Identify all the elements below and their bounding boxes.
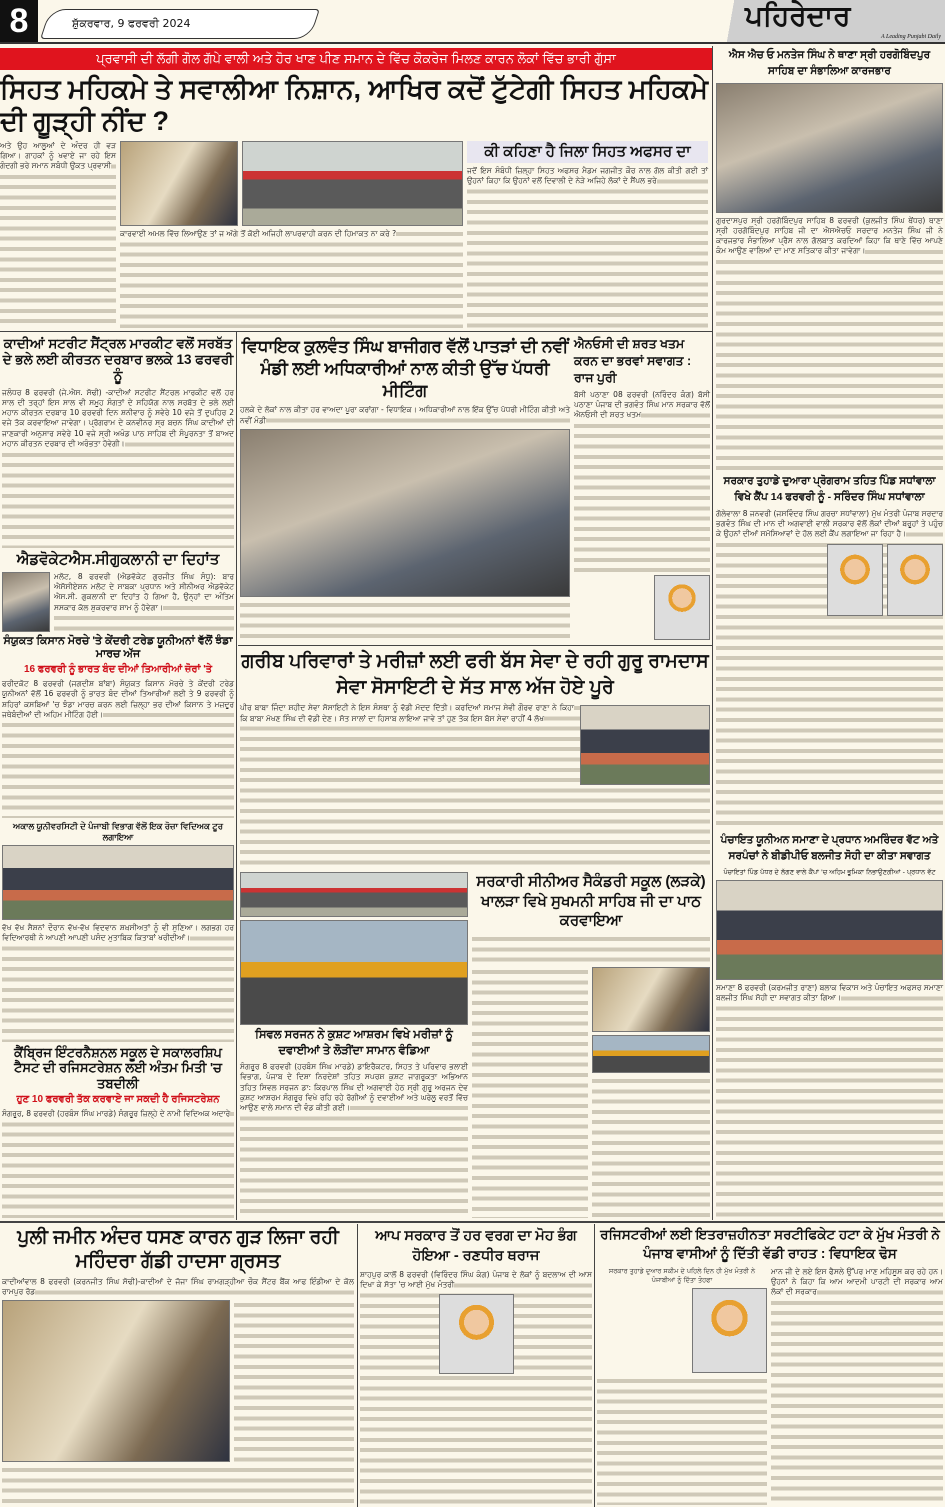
registry-columns bbox=[597, 1267, 943, 1505]
lead-tail: ਕਾਰਵਾਈ ਅਮਲ ਵਿੱਚ ਲਿਆਉਣ ਤਾਂ ਜ ਅੱਗੇ ਤੋਂ ਕੋਈ ਅਜਿਹੀ ਲਾਪਰਵਾਹੀ ਕਰਨ ਦੀ ਹਿਮਾਕਤ ਨਾ ਕਰੇ ? bbox=[120, 228, 397, 238]
akal-body: ਵੱਖ ਵੱਖ ਸੈਸ਼ਨਾਂ ਦੌਰਾਨ ਵੱਖ-ਵੱਖ ਵਿਦਵਾਨ ਸ਼ਖ਼ਸੀਅਤਾਂ ਨੂੰ ਵੀ ਸੁਣਿਆ। ਲਗਭਗ ਹਰ ਵਿਦਿਆਰਥੀ ਨੇ ਆਪਣੀ ਆਪਣੀ ਪਸੰਦ ਮੁਤਾਬਿਕ ਕਿਤਾਬਾਂ ਖਰੀਦੀਆਂ। bbox=[2, 923, 234, 1042]
masthead bbox=[0, 0, 945, 44]
civil-surgeon-body: ਸੰਗਰੂਰ 8 ਫਰਵਰੀ (ਹਰਬੰਸ ਸਿੰਘ ਮਾਰਡੇ) ਡਾਇਰੈਕਟਰ, ਸਿਹਤ ਤੇ ਪਰਿਵਾਰ ਭਲਾਈ ਵਿਭਾਗ, ਪੰਜਾਬ ਦੇ ਦਿਸ਼ਾ ਨਿਰਦੇਸ਼ਾਂ ਤਹਿਤ ਸਪਰਸ਼ ਕੁਸ਼ਟ ਜਾਗਰੂਕਤਾ ਅਭਿਆਨ ਤਹਿਤ ਸਿਵਲ ਸਰਜਨ ਡਾ: ਕਿਰਪਾਲ ਸਿੰਘ ਦੀ ਅਗਵਾਈ ਹੇਠ ਸ੍ਰੀ ਗੁਰੂ ਅਰਜਨ ਦੇਵ ਕੁਸ਼ਟ ਆਸ਼ਰਮ ਸੰਗਰੂਰ ਵਿਖੇ ਰਹਿ ਰਹੇ ਰੋਗੀਆਂ ਨੂੰ ਦਵਾਈਆਂ ਅਤੇ ਘਰੇਲੂ ਵਰਤੋਂ ਵਿੱਚ ਆਉਣ ਵਾਲੇ ਸਮਾਨ ਦੀ ਵੰਡ ਕੀਤੀ ਗਈ। bbox=[240, 1062, 468, 1218]
lead-middle bbox=[120, 141, 463, 328]
divider bbox=[0, 1221, 945, 1223]
lead-photos bbox=[120, 141, 463, 226]
sho-body: ਗੁਰਦਾਸਪੁਰ ਸ੍ਰੀ ਹਰਗੋਬਿੰਦਪੁਰ ਸਾਹਿਬ 8 ਫਰਵਰੀ (ਕੁਲਜੀਤ ਸਿੰਘ ਥੇਂਧਰ) ਥਾਣਾ ਸ੍ਰੀ ਹਰਗੋਬਿੰਦਪੁਰ ਸਾਹਿਬ ਜੀ ਦਾ ਐਸਐਚਓ ਸਰਦਾਰ ਮਨਤੇਜ ਸਿੰਘ ਜੀ ਨੇ ਕਾਰਜਭਾਰ ਸੰਭਾਲਿਆ ਪ੍ਰੈਸ ਨਾਲ ਗੱਲਬਾਤ ਕਰਦਿਆਂ ਕਿਹਾ ਕਿ ਥਾਣੇ ਵਿੱਚ ਆਪਣੇ ਕੰਮ ਆਉਣ ਵਾਲਿਆਂ ਦਾ ਮਾਣ ਸਤਿਕਾਰ ਕੀਤਾ ਜਾਵੇਗਾ। bbox=[716, 216, 943, 472]
panchayat-photo bbox=[716, 880, 943, 980]
red-banner-headline: ਪ੍ਰਵਾਸੀ ਦੀ ਲੱਗੀ ਗੋਲ ਗੱਪੇ ਵਾਲੀ ਅਤੇ ਹੋਰ ਖਾਣ ਪੀਣ ਸਮਾਨ ਦੇ ਵਿੱਚ ਕੋਕਰੇਜ ਮਿਲਣ ਕਾਰਨ ਲੋਕਾਂ ਵਿੱਚ ਭਾਰੀ ਗੁੱਸਾ bbox=[0, 48, 712, 70]
aap-sarkar-headline: ਆਪ ਸਰਕਾਰ ਤੋਂ ਹਰ ਵਰਗ ਦਾ ਮੋਹ ਭੰਗ ਹੋਇਆ - ਰਣਧੀਰ ਥਰਾਜ bbox=[375, 1228, 577, 1265]
panchayat-headline: ਪੰਚਾਇਤ ਯੂਨੀਅਨ ਸਮਾਣਾ ਦੇ ਪ੍ਰਧਾਨ ਅਮਰਿੰਦਰ ਵੱਟ ਅਤੇ ਸਰਪੰਚਾਂ ਨੇ ਬੀਡੀਪੀਓ ਬਲਜੀਤ ਸੋਹੀ ਦਾ ਕੀਤਾ ਸਵਾਗਤ bbox=[720, 834, 939, 863]
page-number: 8 bbox=[0, 0, 38, 42]
raj-puri-portrait bbox=[654, 575, 710, 640]
sukhmani-body bbox=[472, 934, 710, 964]
advocate-obituary-headline: ਐਡਵੋਕੇਟਐਸ.ਸੀਗੁਕਲਾਨੀ ਦਾ ਦਿਹਾਂਤ bbox=[16, 550, 220, 568]
free-bus-seva-article bbox=[240, 649, 710, 867]
puli-body-2 bbox=[2, 1465, 354, 1505]
divider bbox=[0, 331, 712, 332]
vidhayak-body-top: ਹਲਕੇ ਦੇ ਲੋਕਾਂ ਨਾਲ ਕੀਤਾ ਹਰ ਵਾਅਦਾ ਪੂਰਾ ਕਰਾਂਗਾ - ਵਿਧਾਇਕ। ਅਧਿਕਾਰੀਆਂ ਨਾਲ ਇੱਕ ਉੱਚ ਪੱਧਰੀ ਮੀਟਿੰਗ ਕੀਤੀ ਅਤੇ ਨਵੀਂ ਮੰਡੀ bbox=[240, 405, 570, 425]
kisan-headline: ਸੰਯੁਕਤ ਕਿਸਾਨ ਮੋਰਚੇ 'ਤੇ ਕੇਂਦਰੀ ਟਰੇਡ ਯੂਨੀਅਨਾਂ ਵੱਲੋਂ ਝੰਡਾ ਮਾਰਚ ਅੱਜ bbox=[3, 634, 233, 660]
free-bus-seva-headline: ਗਰੀਬ ਪਰਿਵਾਰਾਂ ਤੇ ਮਰੀਜ਼ਾਂ ਲਈ ਫਰੀ ਬੱਸ ਸੇਵਾ ਦੇ ਰਹੀ ਗੁਰੂ ਰਾਮਦਾਸ ਸੇਵਾ ਸੋਸਾਇਟੀ ਦੇ ਸੱਤ ਸਾਲ ਅੱਜ ਹੋਏ ਪੂਰੇ bbox=[241, 651, 709, 698]
bus-seva-photo bbox=[240, 872, 468, 917]
registry-article bbox=[597, 1226, 943, 1505]
seva-society-photo bbox=[580, 705, 710, 785]
portrait-2 bbox=[887, 544, 943, 616]
puli-lower bbox=[2, 1300, 354, 1462]
sukhmani-lower bbox=[472, 967, 710, 1219]
sho-photo bbox=[716, 83, 943, 213]
sukhmani-sahib-headline: ਸਰਕਾਰੀ ਸੀਨੀਅਰ ਸੈਕੰਡਰੀ ਸਕੂਲ (ਲੜਕੇ) ਖਾਲੜਾ ਵਿਖੇ ਸੁਖਮਨੀ ਸਾਹਿਬ ਜੀ ਦਾ ਪਾਠ ਕਰਵਾਇਆ bbox=[476, 873, 706, 929]
divider bbox=[238, 645, 712, 646]
registry-col1 bbox=[597, 1267, 767, 1505]
right-column bbox=[716, 48, 943, 1218]
civil-surgeon-headline: ਸਿਵਲ ਸਰਜਨ ਨੇ ਕੁਸ਼ਟ ਆਸ਼ਰਮ ਵਿਖੇ ਮਰੀਜ਼ਾਂ ਨੂੰ ਦਵਾਈਆਂ ਤੇ ਲੋੜੀਂਦਾ ਸਾਮਾਨ ਵੰਡਿਆ bbox=[255, 1029, 453, 1057]
kirtan-headline: ਕਾਦੀਆਂ ਸਟਰੀਟ ਸੈਂਟ੍ਰਲ ਮਾਰਕੀਟ ਵਲੋਂ ਸਰਬੱਤ ਦੇ ਭਲੇ ਲਈ ਕੀਰਤਨ ਦਰਬਾਰ ਭਲਕੇ 13 ਫਰਵਰੀ ਨੂੰ bbox=[2, 336, 234, 384]
camp-headline: ਸਰਕਾਰ ਤੁਹਾਡੇ ਦੁਆਰਾ ਪ੍ਰੋਗਰਾਮ ਤਹਿਤ ਪਿੰਡ ਸਧਾਂਵਾਲਾ ਵਿਖੇ ਕੈਂਪ 14 ਫਰਵਰੀ ਨੂੰ - ਸਰਿੰਦਰ ਸਿੰਘ ਸਧਾਂਵਾਲਾ bbox=[723, 475, 936, 504]
lead-section bbox=[0, 48, 712, 328]
registry-headline: ਰਜਿਸਟਰੀਆਂ ਲਈ ਇਤਰਾਜ਼ਹੀਨਤਾ ਸਰਟੀਫਿਕੇਟ ਹਟਾ ਕੇ ਮੁੱਖ ਮੰਤਰੀ ਨੇ ਪੰਜਾਬ ਵਾਸੀਆਂ ਨੂੰ ਦਿੱਤੀ ਵੱਡੀ ਰਾਹਤ : ਵਿਧਾਇਕ ਢੋਸ bbox=[600, 1227, 940, 1261]
column-divider bbox=[357, 1224, 358, 1507]
puli-body: ਕਾਦੀਆਂਵਾਲ 8 ਫਰਵਰੀ (ਕਰਨਜੀਤ ਸਿੰਘ ਸੋਢੀ)-ਕਾਦੀਆਂ ਦੇ ਜੱਜਾ ਸਿੰਘ ਰਾਮਗੜ੍ਹੀਆ ਚੌਕ ਸੈਂਟਰ ਬੈਂਕ ਆਫ ਇੰਡੀਆ ਦੇ ਕੋਲ ਰਾਮਪੁਰ ਰੋਡ bbox=[2, 1276, 354, 1296]
health-officer-box bbox=[467, 141, 708, 328]
puli-article bbox=[2, 1226, 354, 1505]
panchayat-subheadline: ਪੰਚਾਇਤਾਂ ਪਿੰਡ ਪੱਧਰ ਦੇ ਲੱਗਣ ਵਾਲੇ ਕੈਂਪਾਂ 'ਚ ਅਹਿਮ ਭੂਮਿਕਾ ਨਿਭਾਉਣਗੀਆਂ - ਪ੍ਰਧਾਨ ਵੱਟ bbox=[723, 867, 936, 876]
lead-body: ਅਤੇ ਉਹ ਆਲੂਆਂ ਦੇ ਅੰਦਰ ਹੀ ਵੜ ਗਿਆ। ਗਾਹਕਾਂ ਨੂੰ ਖਵਾਏ ਜਾ ਰਹੇ ਇਸ ਗੰਦਗੀ ਭਰੇ ਸਮਾਨ ਸਬੰਧੀ ਉਕਤ ਪ੍ਰਵਾਸੀ bbox=[0, 140, 116, 171]
column-divider bbox=[712, 46, 713, 1220]
kisan-body: ਫਰੀਦਕੋਟ 8 ਫਰਵਰੀ (ਜਗਦੀਸ਼ ਬਾਂਬਾ) ਸੰਯੁਕਤ ਕਿਸਾਨ ਮੋਰਚੇ ਤੇ ਕੇਂਦਰੀ ਟਰੇਡ ਯੂਨੀਅਨਾਂ ਵੱਲੋਂ 16 ਫਰਵਰੀ ਨੂੰ ਭਾਰਤ ਬੰਦ ਦੀਆਂ ਤਿਆਰੀਆਂ ਲਈ ਤੇ 9 ਫਰਵਰੀ ਨੂੰ ਸ਼ਹਿਰਾਂ ਕਸਬਿਆਂ 'ਚ ਝੰਡਾ ਮਾਰਚ ਕਰਨ ਲਈ ਜ਼ਿਲ੍ਹਾ ਭਰ ਦੀਆਂ ਕਿਸਾਨ ਤੇ ਮਜ਼ਦੂਰ ਜਥੇਬੰਦੀਆਂ ਦੀ ਅਹਿਮ ਮੀਟਿੰਗ ਹੋਈ। bbox=[2, 679, 234, 818]
kirtan-body: ਜਲੰਧਰ 8 ਫਰਵਰੀ (ਜੇ.ਐਸ. ਸੋਢੀ) -ਕਾਦੀਆਂ ਸਟਰੀਟ ਸੈਂਟਰਲ ਮਾਰਕੀਟ ਵਲੋਂ ਹਰ ਸਾਲ ਦੀ ਤਰ੍ਹਾਂ ਇਸ ਸਾਲ ਵੀ ਸਮੂਹ ਸੰਗਤਾਂ ਦੇ ਸਹਿਯੋਗ ਨਾਲ ਸਰਬੱਤ ਦੇ ਭਲੇ ਲਈ ਮਹਾਨ ਕੀਰਤਨ ਦਰਬਾਰ 10 ਫਰਵਰੀ ਦਿਨ ਸ਼ਨੀਵਾਰ ਨੂੰ ਸਵੇਰੇ 10 ਵਜੇ ਤੋਂ ਦੁਪਹਿਰ 2 ਵਜੇ ਤੱਕ ਕਰਵਾਇਆ ਜਾਵੇਗਾ। ਪ੍ਰੋਗਰਾਮ ਦੇ ਕਨਵੀਨਰ ਸ੍ਰ ਬਚਨ ਸਿੰਘ ਕਾਦੀਆਂ ਦੀ ਜਾਣਕਾਰੀ ਅਨੁਸਾਰ ਸਵੇਰੇ 10 ਵਜੇ ਸ੍ਰੀ ਅਖੰਡ ਪਾਠ ਸਾਹਿਬ ਦੀ ਸੰਪੂਰਨਤਾ ਤੋਂ ਬਾਅਦ ਮਹਾਨ ਕੀਰਤਨ ਦਰਬਾਰ ਦੀ ਅਰੰਭਤਾ ਹੋਵੇਗੀ। bbox=[2, 388, 234, 548]
accident-vehicle-photo bbox=[2, 1300, 230, 1462]
sukhmani-column bbox=[472, 872, 710, 1218]
registry-subheadline: ਸਰਕਾਰ ਤੁਹਾਡੇ ਦੁਆਰ ਸਕੀਮ ਦੇ ਪਹਿਲੇ ਦਿਨ ਹੀ ਮੁੱਖ ਮੰਤਰੀ ਨੇ ਪੰਜਾਬੀਆਂ ਨੂੰ ਦਿੱਤਾ ਤੋਹਫਾ bbox=[608, 1266, 756, 1284]
kisan-subheadline: 16 ਫਰਵਰੀ ਨੂੰ ਭਾਰਤ ਬੰਦ ਦੀਆਂ ਤਿਆਰੀਆਂ ਜ਼ੋਰਾਂ 'ਤੇ bbox=[24, 663, 212, 675]
school-path-photo-2 bbox=[592, 1035, 710, 1073]
vidhayak-dhos-portrait bbox=[692, 1288, 767, 1373]
aap-article bbox=[360, 1226, 592, 1505]
students-tour-photo bbox=[2, 845, 234, 920]
registry-body-2: ਮਾਨ ਜੀ ਦੇ ਲਏ ਇਸ ਫੈਸਲੇ ਉੱਪਰ ਮਾਣ ਮਹਿਸੂਸ ਕਰ ਰਹੇ ਹਨ। ਉਹਨਾਂ ਨੇ ਕਿਹਾ ਕਿ ਆਮ ਆਦਮੀ ਪਾਰਟੀ ਦੀ ਸਰਕਾਰ ਆਮ ਲੋਕਾਂ ਦੀ ਸਰਕਾਰ bbox=[771, 1267, 943, 1505]
camp-body: ਗੋਲੇਵਾਲਾ 8 ਜਨਵਰੀ (ਜਸਵਿੰਦਰ ਸਿੰਘ ਗਰਚਾ ਸਧਾਂਵਾਲਾ) ਮੁੱਖ ਮੰਤਰੀ ਪੰਜਾਬ ਸਰਦਾਰ ਭਗਵੰਤ ਸਿੰਘ ਦੀ ਮਾਨ ਦੀ ਅਗਵਾਈ ਵਾਲੀ ਸਰਕਾਰ ਵੱਲੋਂ ਲੋਕਾਂ ਦੀਆਂ ਬਰੂਹਾਂ ਤੇ ਪਹੁੰਚ ਕੇ ਉਹਨਾਂ ਦੀਆਂ ਸਮੱਸਿਆਵਾਂ ਦੇ ਹੱਲ ਲਈ ਕੈਂਪ ਲਗਾਇਆ ਜਾ ਰਿਹਾ ਹੈ। bbox=[716, 509, 943, 831]
vidhayak-headline: ਵਿਧਾਇਕ ਕੁਲਵੰਤ ਸਿੰਘ ਬਾਜੀਗਰ ਵੱਲੋਂ ਪਾਤੜਾਂ ਦੀ ਨਵੀਂ ਮੰਡੀ ਲਈ ਅਧਿਕਾਰੀਆਂ ਨਾਲ ਕੀਤੀ ਉੱਚ ਪੱਧਰੀ ਮੀਟਿੰਗ bbox=[241, 337, 569, 401]
cambridge-headline: ਕੈਂਬ੍ਰਿਜ ਇੰਟਰਨੈਸ਼ਨਲ ਸਕੂਲ ਦੇ ਸਕਾਲਰਸ਼ਿਪ ਟੈਸਟ ਦੀ ਰਜਿਸਟਰੇਸ਼ਨ ਲਈ ਅੰਤਮ ਮਿਤੀ 'ਚ ਤਬਦੀਲੀ bbox=[14, 1044, 222, 1091]
sho-headline: ਐਸ ਐਚ ਓ ਮਨਤੇਜ ਸਿੰਘ ਨੇ ਥਾਣਾ ਸ੍ਰੀ ਹਰਗੋਬਿੰਦਪੁਰ ਸਾਹਿਬ ਦਾ ਸੰਭਾਲਿਆ ਕਾਰਜਭਾਰ bbox=[728, 49, 931, 77]
registry-body-1 bbox=[597, 1376, 767, 1505]
noc-body: ਬੱਸੀ ਪਠਾਣਾ 08 ਫਰਵਰੀ (ਨਰਿੰਦਰ ਕੰਗ) ਬੱਸੀ ਪਠਾਣਾ ਪੰਜਾਬ ਦੀ ਭਗਵੰਤ ਸਿੰਘ ਮਾਨ ਸਰਕਾਰ ਵੱਲੋਂ ਐਨਓਸੀ ਦੀ ਸ਼ਰਤ ਖਤਮ bbox=[574, 390, 710, 572]
shop-photo bbox=[242, 141, 463, 226]
column-divider bbox=[594, 1224, 595, 1507]
health-officer-box-body: ਜਦੋਂ ਇਸ ਸੰਬੰਧੀ ਜ਼ਿਲ੍ਹਾ ਸਿਹਤ ਅਫਸਰ ਮੈਡਮ ਜਗਜੀਤ ਕੌਰ ਨਾਲ ਗੱਲ ਕੀਤੀ ਗਈ ਤਾਂ ਉਹਨਾਂ ਕਿਹਾ ਕਿ ਉਹਨਾਂ ਵਲੋਂ ਦਿਵਾਲੀ ਦੇ ਨੇੜੇ ਅਜਿਹੇ ਲੋਕਾਂ ਦੇ ਸੈਂਪਲ ਭਰੇ bbox=[467, 166, 708, 328]
sukhmani-body-2 bbox=[472, 967, 588, 1219]
lead-headline: ਸਿਹਤ ਮਹਿਕਮੇ ਤੇ ਸਵਾਲੀਆ ਨਿਸ਼ਾਨ, ਆਖਿਰ ਕਦੋਂ ਟੁੱਟੇਗੀ ਸਿਹਤ ਮਹਿਕਮੇ ਦੀ ਗੂੜ੍ਹੀ ਨੀਂਦ ? bbox=[0, 74, 709, 137]
free-bus-seva-body: ਪੀਰ ਬਾਬਾ ਜਿੰਦਾ ਸ਼ਹੀਦ ਸੇਵਾ ਸੋਸਾਇਟੀ ਨੇ ਇਸ ਸੰਸਥਾ ਨੂੰ ਵੱਡੀ ਮੱਦਦ ਦਿੱਤੀ। ਕਰਦਿਆਂ ਸਮਾਜ ਸੇਵੀ ਗੌਰਵ ਰਾਣਾ ਨੇ ਕਿਹਾ ਕਿ ਬਾਬਾ ਮੱਖਣ ਸਿੰਘ ਦੀ ਵੱਡੀ ਦੇਣ। ਸੱਤ ਸਾਲਾਂ ਦਾ ਹਿਸਾਬ ਲਾਇਆ ਜਾਵੇ ਤਾਂ ਹੁਣ ਤੱਕ ਇਸ ਬੱਸ ਸੇਵਾ ਰਾਹੀਂ 4 ਲੱਖ bbox=[240, 703, 710, 867]
randhir-tharaj-portrait bbox=[439, 1294, 514, 1374]
school-path-photo-1 bbox=[592, 967, 710, 1032]
health-officer-box-title: ਕੀ ਕਹਿਣਾ ਹੈ ਜਿਲਾ ਸਿਹਤ ਅਫਸਰ ਦਾ bbox=[467, 141, 708, 163]
column-divider bbox=[236, 332, 237, 1220]
lead-body-col2 bbox=[120, 229, 463, 328]
gol-gappe-stall-photo bbox=[120, 141, 238, 226]
sukhmani-photos bbox=[592, 967, 710, 1219]
lead-body-col1 bbox=[0, 141, 116, 328]
newspaper-logo: ਪਹਿਰੇਦਾਰ bbox=[745, 0, 851, 31]
logo-tagline: A Leading Punjabi Daily bbox=[880, 34, 941, 40]
camp-portraits bbox=[716, 544, 943, 616]
vidhayak-body bbox=[240, 600, 570, 640]
cambridge-body: ਸੰਗਰੂਰ, 8 ਫਰਵਰੀ (ਹਰਬੰਸ ਸਿੰਘ ਮਾਰਡੇ) ਸੰਗਰੂਰ ਜ਼ਿਲ੍ਹੇ ਦੇ ਨਾਮੀ ਵਿਦਿਅਕ ਅਦਾਰੇ bbox=[2, 1109, 234, 1218]
meeting-photo bbox=[240, 429, 570, 597]
portrait-1 bbox=[827, 544, 883, 616]
panchayat-body: ਸਮਾਣਾ 8 ਫਰਵਰੀ (ਕਰਮਜੀਤ ਰਾਣਾ) ਬਲਾਕ ਵਿਕਾਸ ਅਤੇ ਪੰਚਾਇਤ ਅਫਸਰ ਸਮਾਣਾ ਬਲਜੀਤ ਸਿੰਘ ਸੋਹੀ ਦਾ ਸਵਾਗਤ ਕੀਤਾ ਗਿਆ। bbox=[716, 983, 943, 1218]
ashram-photo bbox=[240, 920, 468, 1025]
cambridge-subheadline: ਹੁਣ 10 ਫਰਵਰੀ ਤੱਕ ਕਰਵਾਏ ਜਾ ਸਕਦੀ ਹੈ ਰਜਿਸਟਰੇਸ਼ਨ bbox=[16, 1094, 220, 1106]
sukhmani-body-3 bbox=[592, 1076, 710, 1219]
noc-headline: ਐਨਓਸੀ ਦੀ ਸ਼ਰਤ ਖਤਮ ਕਰਨ ਦਾ ਭਰਵਾਂ ਸਵਾਗਤ : ਰਾਜ ਪੁਰੀ bbox=[574, 337, 692, 385]
advocate-portrait bbox=[2, 572, 50, 632]
lead-columns bbox=[0, 141, 712, 328]
left-column bbox=[2, 336, 234, 1218]
akal-university-headline: ਅਕਾਲ ਯੂਨੀਵਰਸਿਟੀ ਦੇ ਪੰਜਾਬੀ ਵਿਭਾਗ ਵੱਲੋਂ ਇਕ ਰੋਜ਼ਾ ਵਿਦਿਅਕ ਟੂਰ ਲਗਾਇਆ bbox=[13, 821, 223, 842]
puli-body-3 bbox=[234, 1300, 354, 1462]
puli-accident-headline: ਪੁਲੀ ਜਮੀਨ ਅੰਦਰ ਧਸਣ ਕਾਰਨ ਗੁੜ ਲਿਜਾ ਰਹੀ ਮਹਿੰਦਰਾ ਗੱਡੀ ਹਾਦਸਾ ਗ੍ਰਸਤ bbox=[17, 1227, 339, 1272]
noc-article bbox=[574, 336, 710, 640]
aap-body: ਸ਼ਾਹਪੁਰ ਕਾਲੋਂ 8 ਫਰਵਰੀ (ਵਿਰਿੰਦਰ ਸਿੰਘ ਕੰਗ) ਪੰਜਾਬ ਦੇ ਲੋਕਾਂ ਨੂੰ ਬਦਲਾਅ ਦੀ ਆਸ ਦਿਖਾ ਕੇ ਸੱਤਾ 'ਚ ਆਈ ਮੁੱਖ ਮੰਤਰੀ bbox=[360, 1270, 592, 1505]
advocate-body: ਮਲੋਟ, 8 ਫਰਵਰੀ (ਐਡਵੋਕੇਟ ਗੁਰਜੀਤ ਸਿੰਘ ਸੰਧੂ): ਬਾਰ ਐਸੋਸੀਏਸ਼ਨ ਮਲੋਟ ਦੇ ਸਾਬਕਾ ਪ੍ਰਧਾਨ ਅਤੇ ਸੀਨੀਅਰ ਐਡਵੋਕੇਟ ਐਸ.ਸੀ. ਗੁਕਲਾਨੀ ਦਾ ਦਿਹਾਂਤ ਹੋ ਗਿਆ ਹੈ, ਉਨ੍ਹਾਂ ਦਾ ਅੰਤਿਮ ਸਸਕਾਰ ਕੱਲ ਸ਼ੁਕਰਵਾਰ ਸ਼ਾਮ ਨੂੰ ਹੋਵੇਗਾ। bbox=[54, 572, 234, 632]
issue-date: ਸ਼ੁੱਕਰਵਾਰ, 9 ਫਰਵਰੀ 2024 bbox=[72, 17, 191, 30]
civil-surgeon-column bbox=[240, 872, 468, 1218]
vidhayak-article bbox=[240, 336, 570, 640]
advocate-article bbox=[2, 572, 234, 632]
